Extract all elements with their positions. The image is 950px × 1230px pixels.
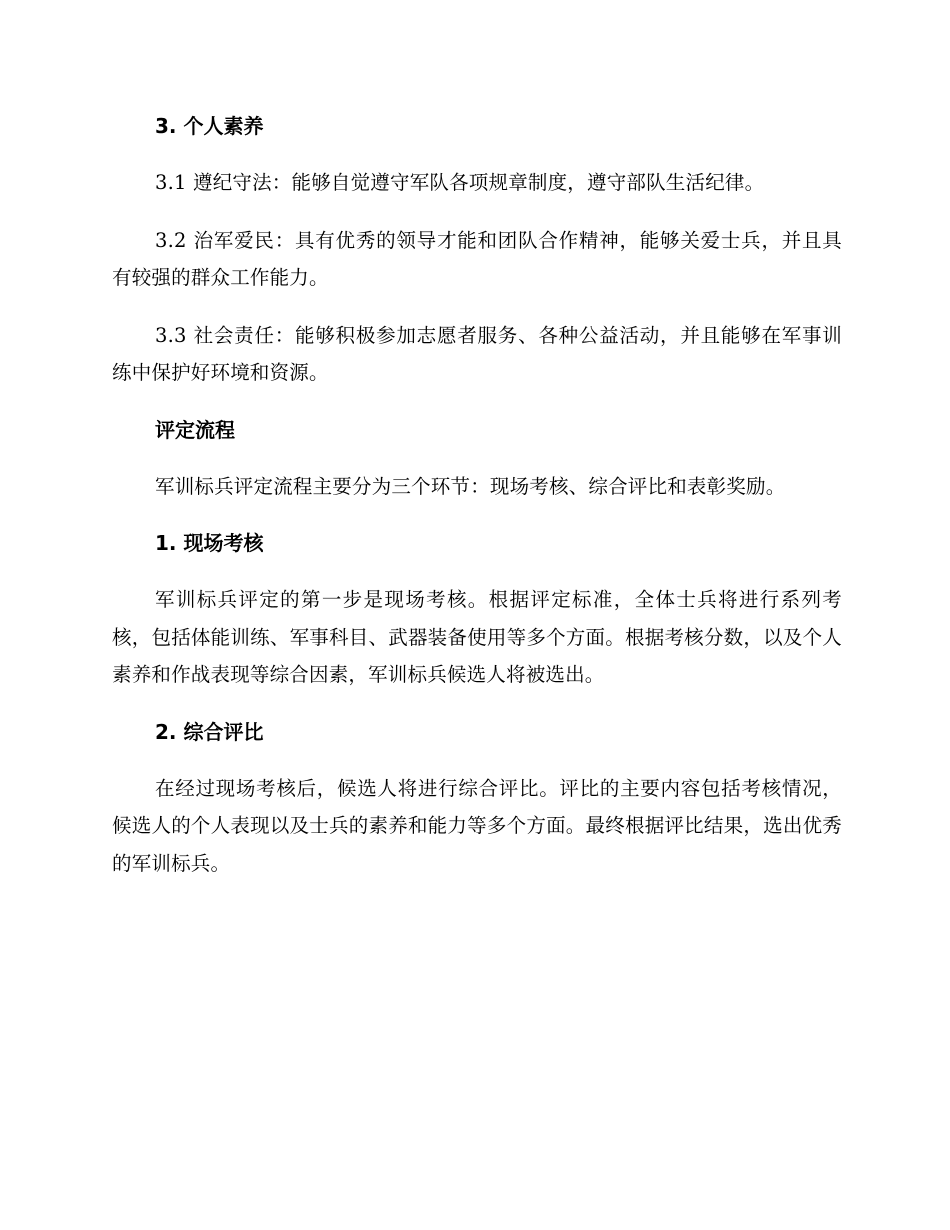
document-body (112, 108, 842, 882)
paragraph-comprehensive-evaluation: 在经过现场考核后，候选人将进行综合评比。评比的主要内容包括考核情况，候选人的个人表现以及士兵的素养和能力等多个方面。最终根据评比结果，选出优秀的军训标兵。 (112, 776, 842, 875)
section-heading-process: 评定流程 (155, 417, 235, 442)
section-heading-personal-quality: 3. 个人素养 (155, 114, 264, 138)
paragraph-onsite-assessment: 军训标兵评定的第一步是现场考核。根据评定标准，全体士兵将进行系列考核，包括体能训练、军事科目、武器装备使用等多个方面。根据考核分数，以及个人素养和作战表现等综合因素，军训标兵候选人将被选出。 (112, 588, 842, 686)
paragraph-3-3: 3.3 社会责任：能够积极参加志愿者服务、各种公益活动，并且能够在军事训练中保护好环境和资源。 (112, 323, 842, 384)
section-heading-onsite-assessment: 1. 现场考核 (155, 531, 264, 555)
paragraph-3-2: 3.2 治军爱民：具有优秀的领导才能和团队合作精神，能够关爱士兵，并且具有较强的群众工作能力。 (112, 228, 842, 289)
paragraph-3-1: 3.1 遵纪守法：能够自觉遵守军队各项规章制度，遵守部队生活纪律。 (155, 171, 765, 194)
paragraph-process-intro: 军训标兵评定流程主要分为三个环节：现场考核、综合评比和表彰奖励。 (155, 474, 786, 498)
section-heading-comprehensive-evaluation: 2. 综合评比 (155, 719, 264, 744)
